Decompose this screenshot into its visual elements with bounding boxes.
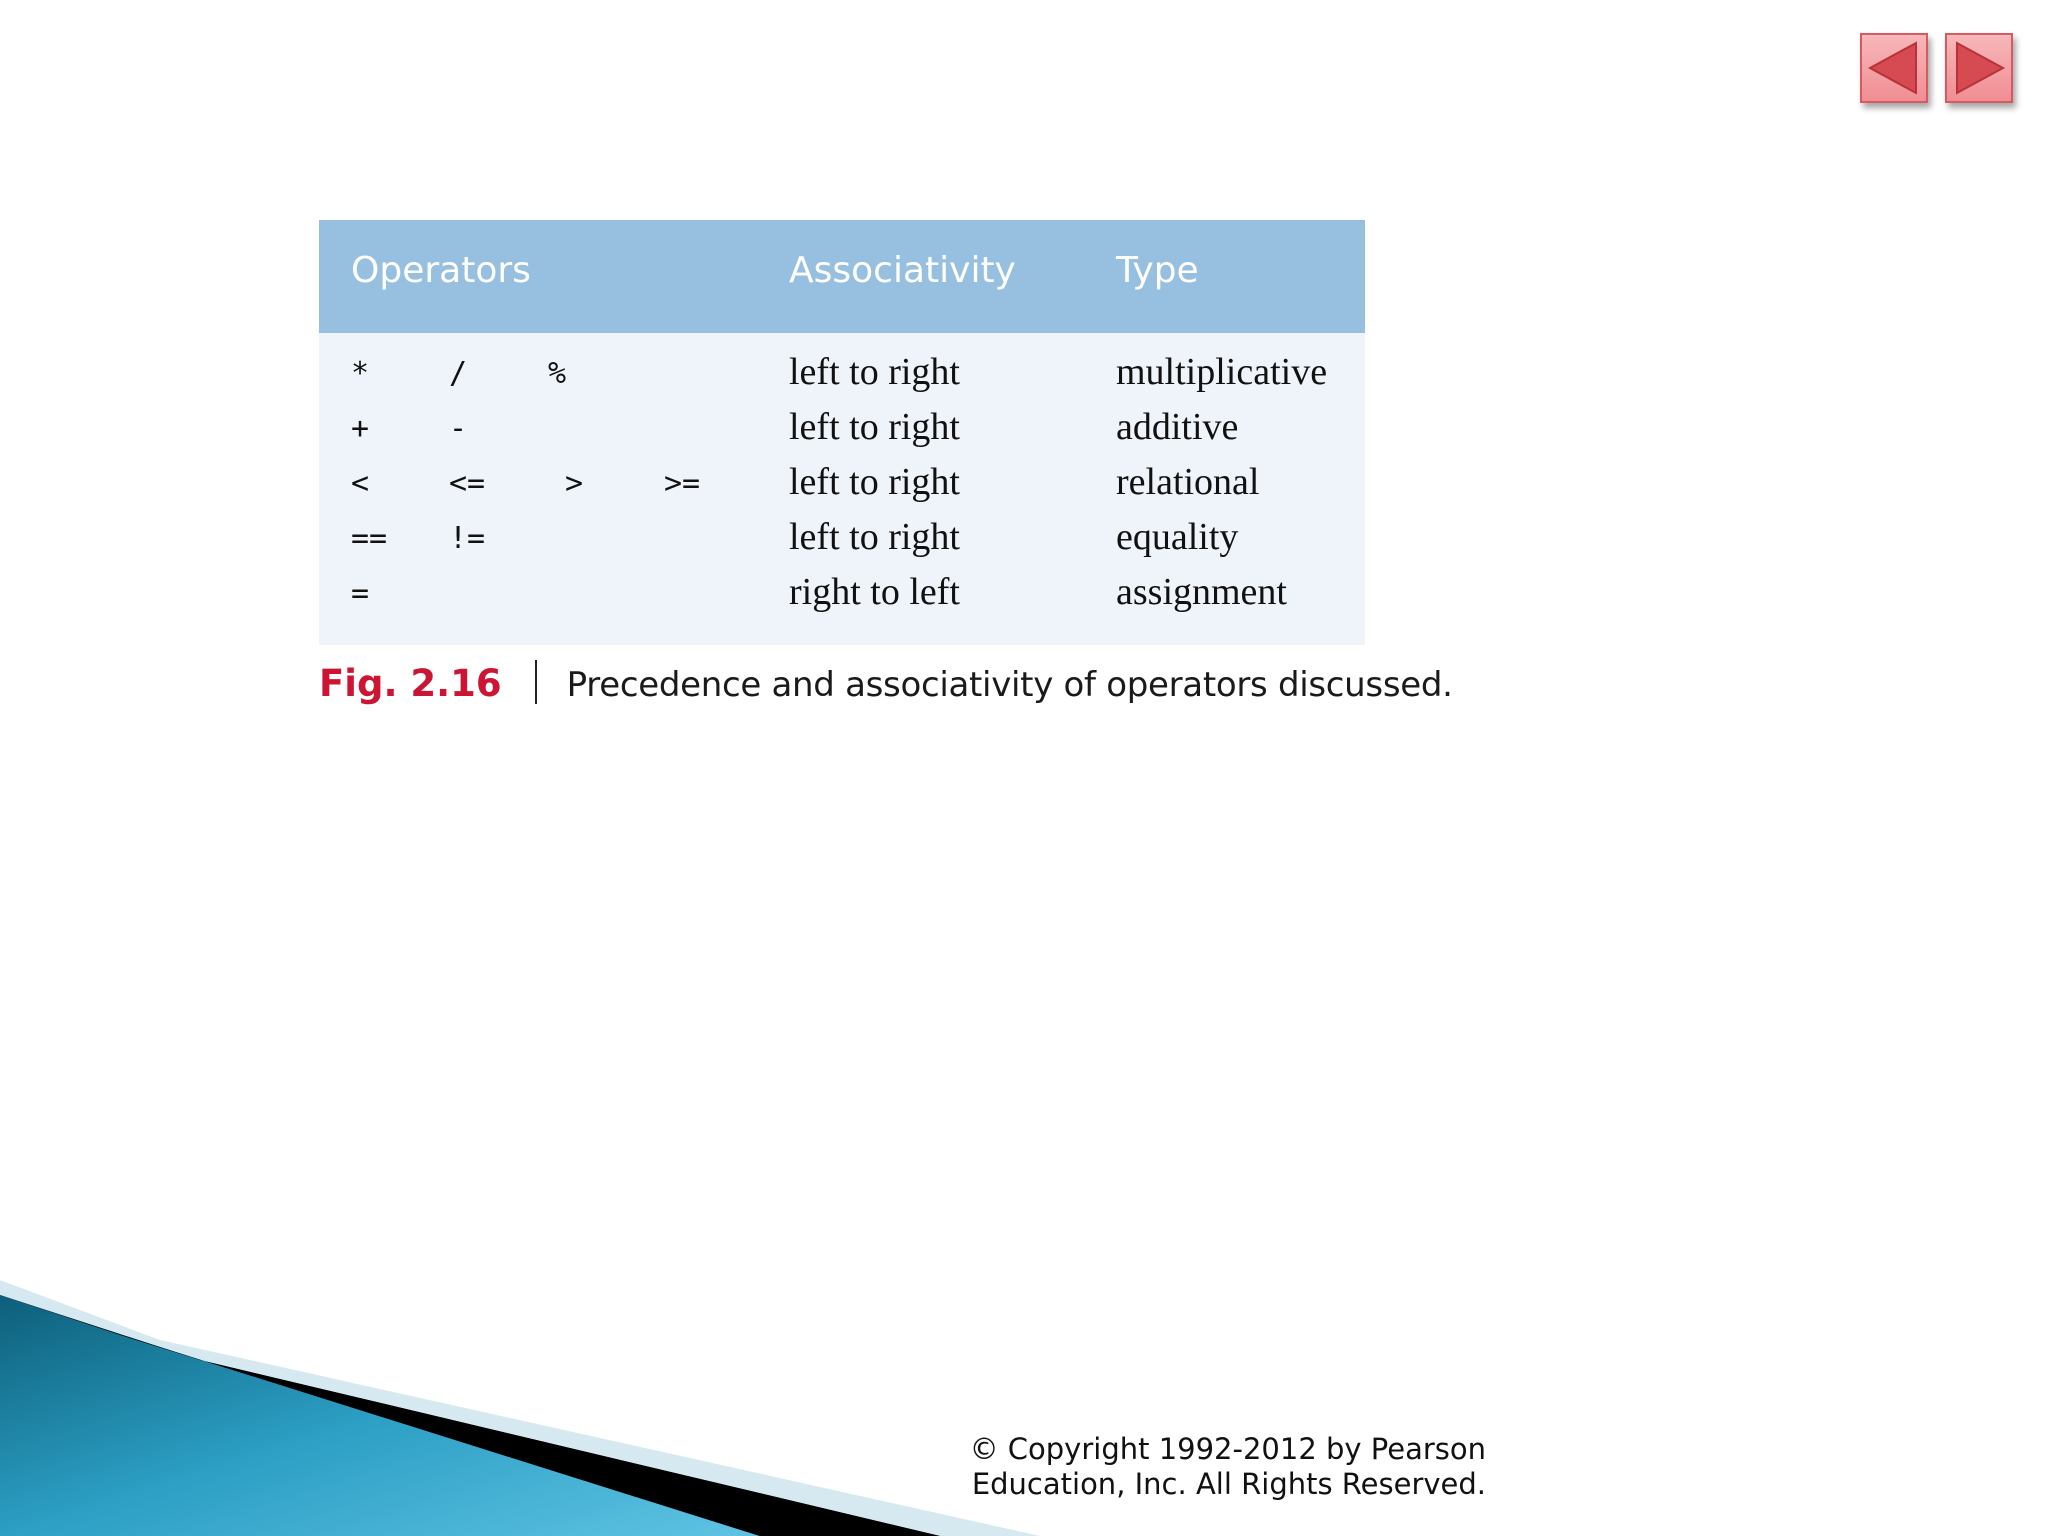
- associativity-cell: left to right: [789, 406, 960, 448]
- operator-cell: <=: [449, 466, 486, 501]
- type-cell: relational: [1116, 461, 1260, 503]
- table-header: [319, 220, 1365, 333]
- operator-cell: <: [351, 466, 370, 501]
- copyright-line-1: © Copyright 1992-2012 by Pearson: [969, 1432, 1486, 1466]
- operator-cell: >=: [664, 466, 701, 501]
- operator-cell: -: [449, 411, 468, 446]
- figure-label: Fig. 2.16: [319, 662, 502, 705]
- table-row: [319, 344, 1365, 399]
- header-operators: Operators: [351, 250, 531, 291]
- type-cell: assignment: [1116, 571, 1287, 613]
- operator-cell: =: [351, 576, 370, 611]
- header-type: Type: [1116, 250, 1199, 291]
- copyright-notice: [970, 1432, 1486, 1502]
- table-row: [319, 399, 1365, 454]
- header-associativity: Associativity: [789, 250, 1016, 291]
- operator-cell: *: [351, 356, 370, 391]
- operator-cell: %: [548, 356, 567, 391]
- operator-cell: /: [449, 356, 468, 391]
- associativity-cell: left to right: [789, 516, 960, 558]
- table-row: [319, 564, 1365, 619]
- associativity-cell: left to right: [789, 351, 960, 393]
- operator-cell: ==: [351, 521, 388, 556]
- caption-divider: [535, 660, 537, 704]
- next-slide-button[interactable]: [1945, 33, 2013, 103]
- table-row: [319, 454, 1365, 509]
- type-cell: additive: [1116, 406, 1239, 448]
- operator-cell: +: [351, 411, 370, 446]
- triangle-right-icon: [1947, 35, 2011, 101]
- operator-table: [319, 220, 1365, 645]
- operator-cell: >: [565, 466, 584, 501]
- previous-slide-button[interactable]: [1860, 33, 1928, 103]
- type-cell: equality: [1116, 516, 1239, 558]
- triangle-left-icon: [1862, 35, 1926, 101]
- operator-cell: !=: [449, 521, 486, 556]
- associativity-cell: right to left: [789, 571, 960, 613]
- copyright-line-2: Education, Inc. All Rights Reserved.: [971, 1467, 1486, 1501]
- type-cell: multiplicative: [1116, 351, 1328, 393]
- associativity-cell: left to right: [789, 461, 960, 503]
- table-row: [319, 509, 1365, 564]
- figure-caption: [319, 660, 1453, 710]
- figure-caption-text: Precedence and associativity of operators discussed.: [566, 665, 1453, 705]
